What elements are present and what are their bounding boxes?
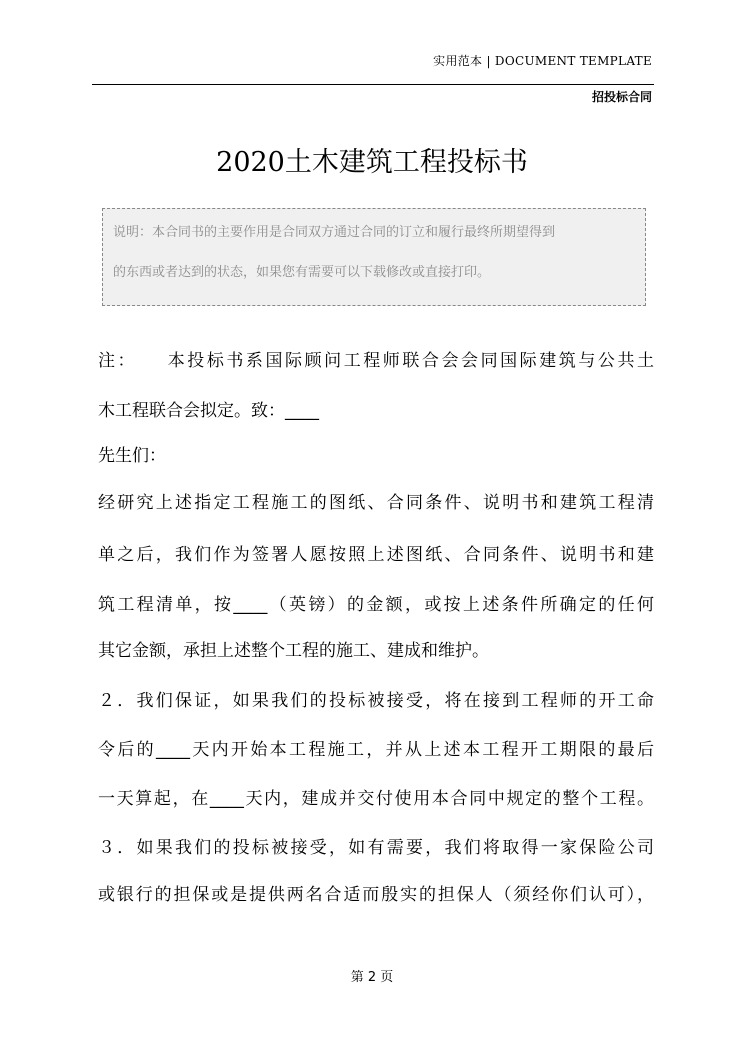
body-line: 单之后，我们作为签署人愿按照上述图纸、合同条件、说明书和建 <box>98 545 654 565</box>
body-line: 一天算起，在____天内，建成并交付使用本合同中规定的整个工程。 <box>98 789 654 809</box>
header-divider <box>92 84 654 85</box>
body-line: ３．如果我们的投标被接受，如有需要，我们将取得一家保险公司 <box>98 838 654 858</box>
body-line: ２．我们保证，如果我们的投标被接受，将在接到工程师的开工命 <box>98 691 654 711</box>
body-line: 或银行的担保或是提供两名合适而殷实的担保人（须经你们认可）， <box>98 885 654 905</box>
body-line: 注： 本投标书系国际顾问工程师联合会会同国际建筑与公共土 <box>98 351 654 371</box>
header-category: 招投标合同 <box>591 90 652 104</box>
document-title: 2020土木建筑工程投标书 <box>216 147 528 178</box>
body-line: 先生们： <box>98 446 166 466</box>
note-line-2: 的东西或者达到的状态，如果您有需要可以下载修改或直接打印。 <box>113 265 491 280</box>
note-line-1: 说明：本合同书的主要作用是合同双方通过合同的订立和履行最终所期望得到 <box>113 225 556 240</box>
body-line: 令后的____天内开始本工程施工，并从上述本工程开工期限的最后 <box>98 740 654 760</box>
body-line: 木工程联合会拟定。致：____ <box>98 401 319 421</box>
body-line: 筑工程清单，按____（英镑）的金额，或按上述条件所确定的任何 <box>98 595 654 615</box>
note-box <box>102 208 646 306</box>
body-line: 其它金额，承担上述整个工程的施工、建成和维护。 <box>98 641 489 661</box>
body-line: 经研究上述指定工程施工的图纸、合同条件、说明书和建筑工程清 <box>98 493 654 513</box>
page-number: 第 2 页 <box>350 970 394 985</box>
header-document-template: 实用范本 | DOCUMENT TEMPLATE <box>433 54 652 68</box>
